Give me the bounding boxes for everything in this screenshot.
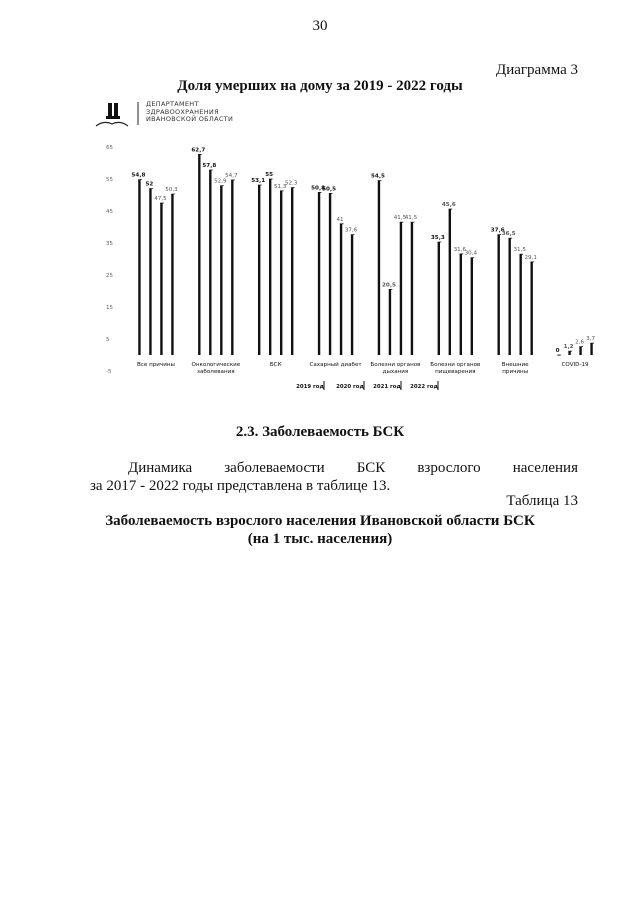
bar bbox=[519, 254, 521, 355]
x-tick-label: Болезни органов bbox=[370, 362, 421, 368]
y-tick-label: -5 bbox=[106, 369, 112, 375]
bar bbox=[138, 180, 140, 355]
data-label: 54,8 bbox=[131, 172, 146, 179]
bar bbox=[389, 289, 391, 355]
logo-line-2: ЗДРАВООХРАНЕНИЯ bbox=[146, 107, 219, 116]
x-tick-label: пищеварения bbox=[435, 369, 476, 375]
table-title-line-1: Заболеваемость взрослого населения Ивановской области БСК bbox=[105, 513, 535, 529]
x-tick-label: Сахарный диабет bbox=[309, 362, 362, 368]
data-label: 47,5 bbox=[154, 196, 167, 202]
data-label: 0 bbox=[555, 348, 560, 354]
bar bbox=[318, 192, 320, 355]
bar bbox=[497, 235, 499, 355]
bar bbox=[209, 170, 211, 355]
mortality-at-home-chart bbox=[100, 135, 620, 400]
bar bbox=[171, 194, 173, 355]
data-label: 51,3 bbox=[273, 183, 287, 190]
bar bbox=[508, 238, 510, 355]
bar bbox=[340, 224, 342, 355]
data-label: 41,5 bbox=[404, 215, 418, 222]
x-tick-label: причины bbox=[502, 369, 529, 375]
page-number: 30 bbox=[312, 18, 328, 34]
x-tick-label: Все причины bbox=[136, 362, 175, 368]
table-title bbox=[0, 512, 640, 548]
legend-item: 2022 год bbox=[410, 384, 438, 390]
bar bbox=[198, 154, 200, 355]
bar bbox=[449, 209, 451, 355]
data-label: 29,1 bbox=[524, 254, 537, 261]
section-heading: 2.3. Заболеваемость БСК bbox=[235, 424, 405, 440]
bar bbox=[590, 343, 592, 355]
bar bbox=[400, 222, 402, 355]
data-label: 37,6 bbox=[490, 227, 505, 234]
paragraph-line-1: Динамика заболеваемости БСК взрослого населения bbox=[128, 460, 578, 476]
bar bbox=[220, 186, 222, 355]
data-label: 20,5 bbox=[382, 282, 396, 289]
data-label: 37,6 bbox=[344, 227, 358, 234]
bar bbox=[471, 258, 473, 355]
bar bbox=[280, 191, 282, 355]
data-label: 52,9 bbox=[214, 178, 227, 185]
data-label: 54,7 bbox=[225, 172, 238, 179]
data-label: 50,5 bbox=[322, 186, 336, 193]
data-label: 2,6 bbox=[575, 339, 585, 346]
logo-line-3: ИВАНОВСКОЙ ОБЛАСТИ bbox=[146, 115, 234, 123]
data-label: 30,4 bbox=[464, 250, 478, 257]
bar bbox=[258, 185, 260, 355]
diagram-title: Доля умерших на дому за 2019 - 2022 годы bbox=[177, 78, 463, 94]
bar bbox=[438, 242, 440, 355]
bar bbox=[291, 188, 293, 355]
x-tick-label: БСК bbox=[269, 362, 282, 368]
y-tick-label: 25 bbox=[106, 273, 113, 279]
x-tick-label: Онкологические bbox=[191, 362, 241, 368]
legend-item: 2019 год bbox=[296, 384, 324, 390]
x-tick-label: заболевания bbox=[196, 369, 235, 375]
data-label: 41 bbox=[336, 216, 344, 223]
data-label: 62,7 bbox=[191, 147, 206, 154]
data-label: 3,7 bbox=[586, 336, 596, 343]
x-tick-label: COVID-19 bbox=[561, 362, 589, 368]
x-tick-label: дыхания bbox=[382, 369, 409, 375]
bar bbox=[378, 181, 380, 355]
diagram-label: Диаграмма 3 bbox=[495, 62, 578, 78]
table-label: Таблица 13 bbox=[506, 493, 578, 509]
bar bbox=[460, 254, 462, 355]
legend-item: 2021 год bbox=[373, 384, 401, 390]
logo-text bbox=[146, 101, 233, 124]
y-tick-label: 65 bbox=[106, 145, 113, 151]
data-label: 57,8 bbox=[202, 163, 217, 170]
bar bbox=[160, 203, 162, 355]
y-tick-label: 35 bbox=[106, 241, 113, 247]
y-tick-label: 45 bbox=[106, 209, 113, 215]
bar bbox=[530, 262, 532, 355]
data-label: 45,6 bbox=[441, 202, 456, 209]
legend-item: 2020 год bbox=[336, 384, 364, 390]
logo-line-1: ДЕПАРТАМЕНТ bbox=[146, 100, 199, 108]
data-label: 55 bbox=[265, 172, 274, 178]
bar bbox=[149, 189, 151, 355]
data-label: 50,3 bbox=[165, 187, 178, 194]
data-label: 31,5 bbox=[513, 247, 526, 254]
bar bbox=[579, 347, 581, 355]
y-tick-label: 15 bbox=[106, 305, 113, 311]
data-label: 36,5 bbox=[501, 231, 516, 238]
bar bbox=[411, 222, 413, 355]
data-label: 52 bbox=[145, 181, 154, 188]
data-label: 35,3 bbox=[430, 235, 445, 242]
bar bbox=[568, 351, 570, 355]
x-tick-label: Болезни органов bbox=[430, 362, 481, 368]
bar bbox=[329, 193, 331, 355]
bar bbox=[231, 180, 233, 355]
data-label: 1,2 bbox=[563, 344, 574, 351]
bar bbox=[269, 179, 271, 355]
data-label: 41,5 bbox=[393, 215, 407, 222]
data-label: 53,1 bbox=[251, 178, 266, 185]
data-label: 31,6 bbox=[453, 246, 467, 253]
data-label: 52,3 bbox=[284, 180, 298, 187]
data-label: 50,8 bbox=[311, 185, 325, 192]
paragraph-line-2: за 2017 - 2022 годы представлена в таблице 13. bbox=[90, 478, 391, 494]
y-tick-label: 55 bbox=[106, 177, 113, 183]
data-label: 54,5 bbox=[371, 173, 385, 180]
x-tick-label: Внешние bbox=[501, 362, 529, 368]
y-tick-label: 5 bbox=[106, 337, 110, 343]
bar bbox=[351, 235, 353, 355]
table-title-line-2: (на 1 тыс. населения) bbox=[247, 531, 393, 547]
